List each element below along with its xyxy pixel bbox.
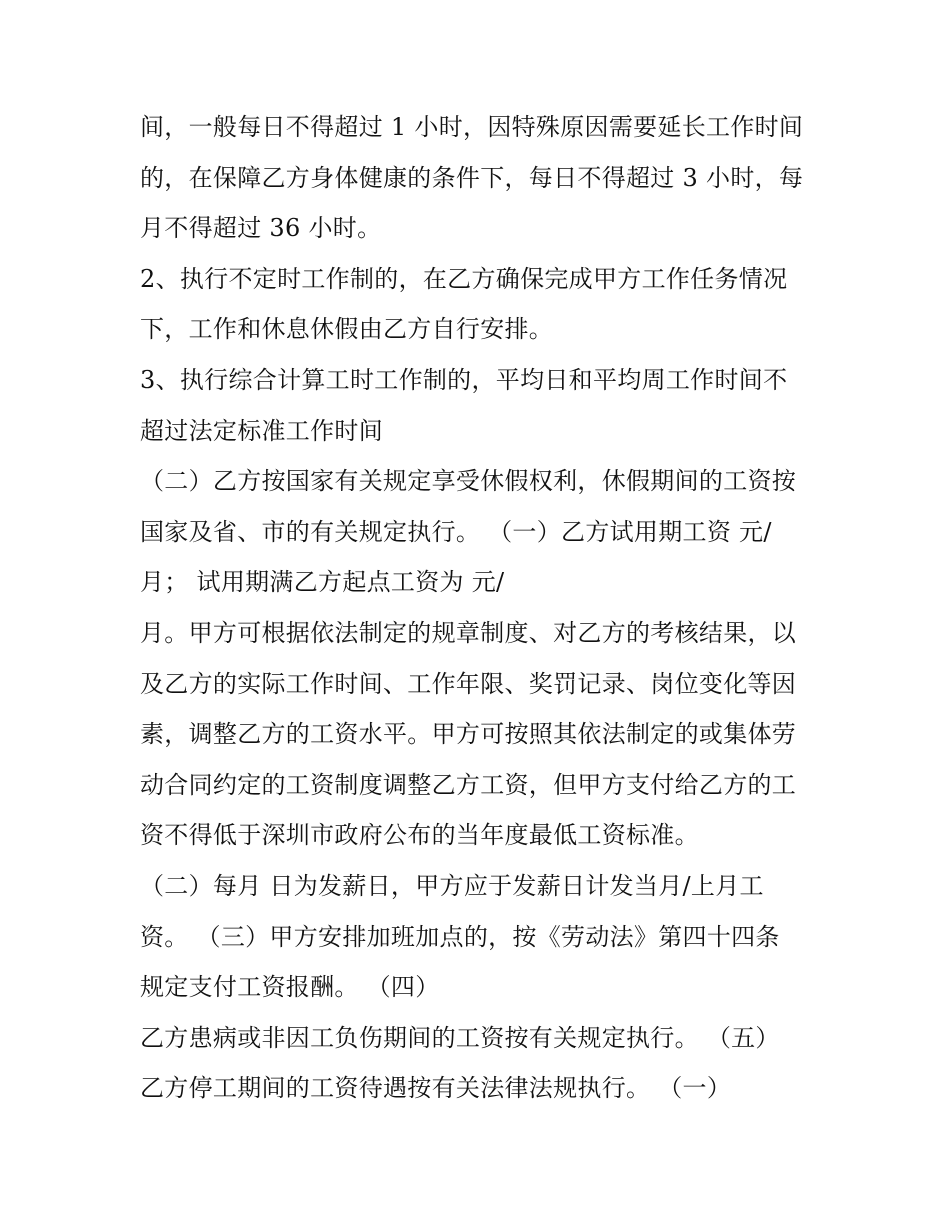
text-line: 乙方患病或非因工负伤期间的工资按有关规定执行。 （五） bbox=[140, 1023, 780, 1052]
text-line: 国家及省、市的有关规定执行。 （一）乙方试用期工资 元/ bbox=[140, 517, 772, 546]
text-line: 3、执行综合计算工时工作制的，平均日和平均周工作时间不 bbox=[140, 365, 788, 394]
text-line: 下，工作和休息休假由乙方自行安排。 bbox=[140, 315, 554, 344]
text-line: 动合同约定的工资制度调整乙方工资，但甲方支付给乙方的工 bbox=[140, 770, 797, 799]
text-line: （二）乙方按国家有关规定享受休假权利，休假期间的工资按 bbox=[140, 467, 797, 496]
text-line: 资不得低于深圳市政府公布的当年度最低工资标准。 bbox=[140, 821, 699, 850]
text-line: 间，一般每日不得超过 1 小时，因特殊原因需要延长工作时间 bbox=[140, 113, 804, 141]
text-line: 规定支付工资报酬。 （四） bbox=[140, 973, 440, 1002]
text-line: 素，调整乙方的工资水平。甲方可按照其依法制定的或集体劳 bbox=[140, 720, 797, 749]
text-line: 月； 试用期满乙方起点工资为 元/ bbox=[140, 568, 505, 597]
text-line: 月不得超过 36 小时。 bbox=[140, 214, 382, 243]
text-line: （二）每月 日为发薪日，甲方应于发薪日计发当月/上月工 bbox=[140, 871, 764, 900]
text-line: 资。 （三）甲方安排加班加点的，按《劳动法》第四十四条 bbox=[140, 922, 780, 951]
text-line: 2、执行不定时工作制的，在乙方确保完成甲方工作任务情况 bbox=[140, 264, 788, 293]
text-line: 月。甲方可根据依法制定的规章制度、对乙方的考核结果，以 bbox=[140, 618, 797, 647]
text-line: 的，在保障乙方身体健康的条件下，每日不得超过 3 小时，每 bbox=[140, 163, 804, 192]
text-line: 及乙方的实际工作时间、工作年限、奖罚记录、岗位变化等因 bbox=[140, 669, 797, 698]
text-line: 超过法定标准工作时间 bbox=[140, 416, 383, 445]
document-body bbox=[140, 102, 820, 1114]
text-line: 乙方停工期间的工资待遇按有关法律法规执行。 （一） bbox=[140, 1074, 732, 1103]
